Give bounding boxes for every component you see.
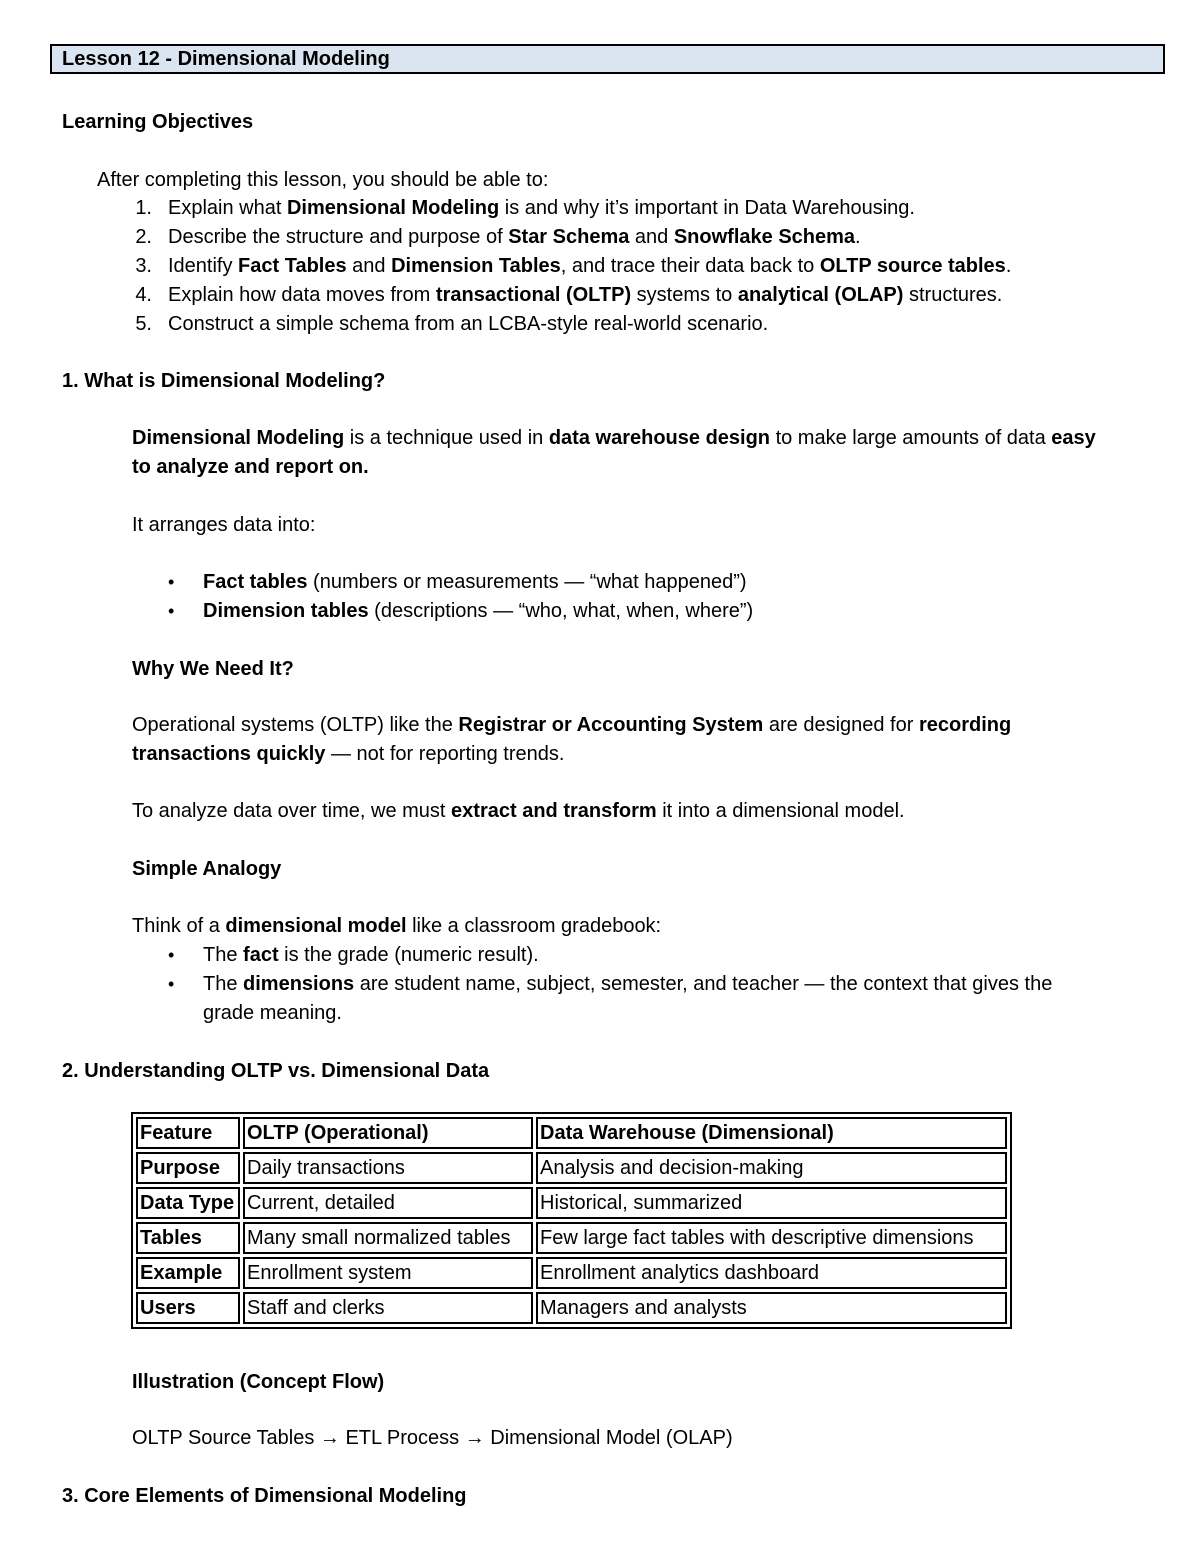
table-cell: Tables bbox=[136, 1222, 240, 1254]
table-cell: Few large fact tables with descriptive dimensions bbox=[536, 1222, 1007, 1254]
table-cell: Staff and clerks bbox=[243, 1292, 533, 1324]
section-2-heading: 2. Understanding OLTP vs. Dimensional Data bbox=[62, 1060, 490, 1082]
table-cell: Many small normalized tables bbox=[243, 1222, 533, 1254]
table-cell: Example bbox=[136, 1257, 240, 1289]
table-row bbox=[136, 1152, 1007, 1184]
objective-item: 4. Explain how data moves from transactional (OLTP) systems to analytical (OLAP) structures. bbox=[135, 284, 1003, 306]
analogy-heading: Simple Analogy bbox=[132, 858, 282, 880]
table-cell: Analysis and decision-making bbox=[536, 1152, 1007, 1184]
table-cell: Enrollment analytics dashboard bbox=[536, 1257, 1007, 1289]
table-row bbox=[136, 1257, 1007, 1289]
section-1-heading: 1. What is Dimensional Modeling? bbox=[62, 370, 386, 392]
table-row bbox=[136, 1222, 1007, 1254]
objective-item: 3. Identify Fact Tables and Dimension Tables, and trace their data back to OLTP source tables. bbox=[135, 255, 1012, 277]
table-header-row bbox=[136, 1117, 1007, 1149]
objective-item: 1. Explain what Dimensional Modeling is and why it’s important in Data Warehousing. bbox=[135, 197, 915, 219]
analogy-bullet-continuation: grade meaning. bbox=[203, 1002, 342, 1024]
table-row bbox=[136, 1292, 1007, 1324]
table-row bbox=[136, 1187, 1007, 1219]
concept-flow: OLTP Source Tables → ETL Process → Dimensional Model (OLAP) bbox=[132, 1427, 733, 1449]
analogy-bullet: • The fact is the grade (numeric result). bbox=[168, 944, 539, 966]
comparison-table bbox=[131, 1112, 1012, 1329]
table-header-cell: Feature bbox=[136, 1117, 240, 1149]
table-cell: Purpose bbox=[136, 1152, 240, 1184]
objective-item: 5. Construct a simple schema from an LCBA-style real-world scenario. bbox=[135, 313, 769, 335]
bullet-item: • Dimension tables (descriptions — “who, what, when, where”) bbox=[168, 600, 754, 622]
analogy-bullet: • The dimensions are student name, subject, semester, and teacher — the context that gives the bbox=[168, 973, 1053, 995]
table-cell: Users bbox=[136, 1292, 240, 1324]
table-cell: Data Type bbox=[136, 1187, 240, 1219]
lesson-title: Lesson 12 - Dimensional Modeling bbox=[50, 44, 1165, 74]
table-cell: Current, detailed bbox=[243, 1187, 533, 1219]
why-line-1: Operational systems (OLTP) like the Registrar or Accounting System are designed for recording bbox=[132, 714, 1012, 736]
why-line-2: transactions quickly — not for reporting trends. bbox=[132, 743, 565, 765]
analogy-text: Think of a dimensional model like a classroom gradebook: bbox=[132, 915, 662, 937]
definition-line-1: Dimensional Modeling is a technique used in data warehouse design to make large amounts of data easy bbox=[132, 427, 1096, 449]
arranges-text: It arranges data into: bbox=[132, 514, 316, 536]
objectives-heading: Learning Objectives bbox=[62, 111, 254, 133]
table-header-cell: OLTP (Operational) bbox=[243, 1117, 533, 1149]
analyze-text: To analyze data over time, we must extract and transform it into a dimensional model. bbox=[132, 800, 905, 822]
table-cell: Enrollment system bbox=[243, 1257, 533, 1289]
illustration-heading: Illustration (Concept Flow) bbox=[132, 1371, 385, 1393]
bullet-item: • Fact tables (numbers or measurements — “what happened”) bbox=[168, 571, 747, 593]
objectives-intro: After completing this lesson, you should be able to: bbox=[97, 169, 549, 191]
table-header-cell: Data Warehouse (Dimensional) bbox=[536, 1117, 1007, 1149]
section-3-heading: 3. Core Elements of Dimensional Modeling bbox=[62, 1485, 467, 1507]
table-cell: Historical, summarized bbox=[536, 1187, 1007, 1219]
table-cell: Daily transactions bbox=[243, 1152, 533, 1184]
definition-line-2: to analyze and report on. bbox=[132, 456, 369, 478]
table-cell: Managers and analysts bbox=[536, 1292, 1007, 1324]
why-heading: Why We Need It? bbox=[132, 658, 294, 680]
objective-item: 2. Describe the structure and purpose of Star Schema and Snowflake Schema. bbox=[135, 226, 861, 248]
